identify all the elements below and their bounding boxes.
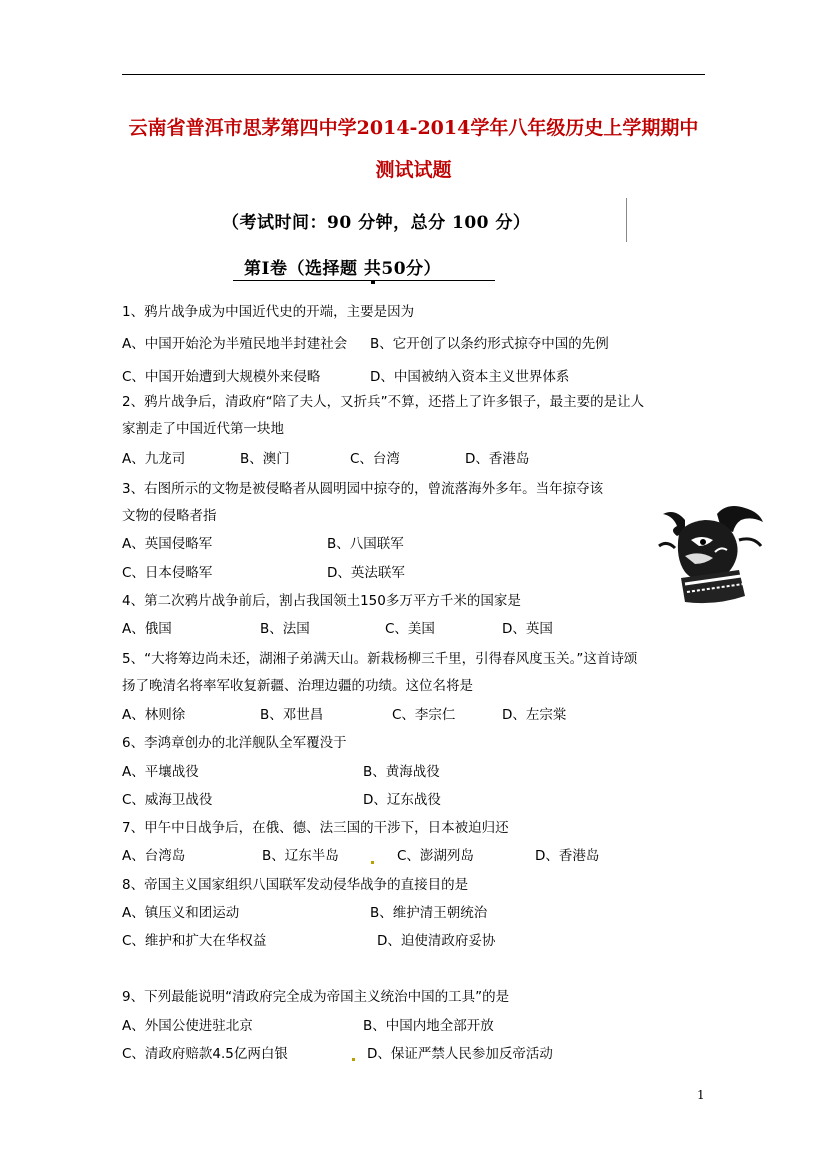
question-1-options-row-1 — [122, 335, 722, 353]
question-9-option-a: A、外国公使进驻北京 — [122, 1018, 253, 1034]
bronze-animal-head-icon — [655, 500, 767, 608]
question-1-option-d: D、中国被纳入资本主义世界体系 — [370, 369, 570, 385]
question-4-option-d: D、英国 — [502, 621, 553, 637]
question-9-option-c: C、清政府赔款4.5亿两白银 — [122, 1046, 288, 1062]
question-8-options-row-1 — [122, 904, 722, 922]
question-4-option-a: A、俄国 — [122, 621, 172, 637]
question-1-stem: 1、鸦片战争成为中国近代史的开端，主要是因为 — [122, 304, 415, 320]
question-6-option-d: D、辽东战役 — [363, 792, 441, 808]
question-7-option-a: A、台湾岛 — [122, 848, 186, 864]
question-8-option-b: B、维护清王朝统治 — [370, 905, 488, 921]
question-6-option-a: A、平壤战役 — [122, 764, 199, 780]
question-3-options-row-1 — [122, 535, 722, 553]
question-2-option-b: B、澳门 — [240, 451, 290, 467]
question-5-option-c: C、李宗仁 — [392, 707, 456, 723]
question-6-option-b: B、黄海战役 — [363, 764, 440, 780]
question-2-option-c: C、台湾 — [350, 451, 400, 467]
question-4-options — [122, 620, 722, 638]
question-1-option-c: C、中国开始遭到大规模外来侵略 — [122, 369, 321, 385]
question-5-stem: 5、“大将筹边尚未还，湖湘子弟满天山。新栽杨柳三千里，引得春风度玉关。”这首诗颂 — [122, 651, 638, 667]
question-5-option-a: A、林则徐 — [122, 707, 186, 723]
question-6-options-row-1 — [122, 763, 722, 781]
page-title: 云南省普洱市思茅第四中学2014-2014学年八年级历史上学期期中 — [128, 117, 699, 139]
page-title-continued: 测试试题 — [375, 159, 452, 181]
question-6-options-row-2 — [122, 791, 722, 809]
question-8-options-row-2 — [122, 932, 722, 950]
question-3-options-row-2 — [122, 564, 722, 582]
scan-dot — [352, 1058, 355, 1061]
question-4-option-c: C、美国 — [385, 621, 435, 637]
question-3-option-b: B、八国联军 — [327, 536, 404, 552]
question-8-option-c: C、维护和扩大在华权益 — [122, 933, 267, 949]
question-5-options — [122, 706, 722, 724]
question-1-option-a: A、中国开始沦为半殖民地半封建社会 — [122, 336, 348, 352]
question-6-option-c: C、威海卫战役 — [122, 792, 213, 808]
part-title: 第Ⅰ卷（选择题 共50分） — [244, 259, 442, 279]
scan-dot — [371, 861, 374, 864]
exam-info: （考试时间：90 分钟，总分 100 分） — [222, 213, 531, 233]
question-9-option-b: B、中国内地全部开放 — [363, 1018, 494, 1034]
question-9-options-row-1 — [122, 1017, 722, 1035]
question-3-option-c: C、日本侵略军 — [122, 565, 213, 581]
question-3-option-a: A、英国侵略军 — [122, 536, 213, 552]
question-4-option-b: B、法国 — [260, 621, 310, 637]
question-9-options-row-2 — [122, 1045, 722, 1063]
question-8-option-a: A、镇压义和团运动 — [122, 905, 240, 921]
scan-dot — [371, 280, 375, 284]
question-6-stem: 6、李鸿章创办的北洋舰队全军覆没于 — [122, 735, 347, 751]
question-2-option-a: A、九龙司 — [122, 451, 186, 467]
question-7-stem: 7、甲午中日战争后，在俄、德、法三国的干涉下，日本被迫归还 — [122, 820, 509, 836]
question-3-option-d: D、英法联军 — [327, 565, 405, 581]
question-5-option-d: D、左宗棠 — [502, 707, 567, 723]
question-5-stem-continued: 扬了晚清名将率军收复新疆、治理边疆的功绩。这位名将是 — [122, 678, 473, 694]
question-2-option-d: D、香港岛 — [465, 451, 530, 467]
question-9-stem: 9、下列最能说明“清政府完全成为帝国主义统治中国的工具”的是 — [122, 989, 510, 1005]
header-rule — [122, 74, 705, 75]
question-7-option-c: C、澎湖列岛 — [397, 848, 474, 864]
part-underline — [233, 280, 495, 281]
question-8-option-d: D、迫使清政府妥协 — [377, 933, 496, 949]
question-7-option-d: D、香港岛 — [535, 848, 600, 864]
scan-mark — [626, 198, 627, 242]
question-7-option-b: B、辽东半岛 — [262, 848, 339, 864]
question-5-option-b: B、邓世昌 — [260, 707, 324, 723]
question-7-options — [122, 847, 722, 865]
question-1-option-b: B、它开创了以条约形式掠夺中国的先例 — [370, 336, 609, 352]
question-2-stem-continued: 家割走了中国近代第一块地 — [122, 421, 284, 437]
question-2-stem: 2、鸦片战争后，清政府“陪了夫人，又折兵”不算，还搭上了许多银子，最主要的是让人 — [122, 394, 645, 410]
question-9-option-d: D、保证严禁人民参加反帝活动 — [367, 1046, 553, 1062]
question-4-stem: 4、第二次鸦片战争前后，割占我国领土150多万平方千米的国家是 — [122, 593, 521, 609]
question-3-stem: 3、右图所示的文物是被侵略者从圆明园中掠夺的，曾流落海外多年。当年掠夺该 — [122, 481, 604, 497]
question-3-stem-continued: 文物的侵略者指 — [122, 508, 217, 524]
question-2-options — [122, 450, 722, 468]
page-number: 1 — [697, 1088, 705, 1102]
question-8-stem: 8、帝国主义国家组织八国联军发动侵华战争的直接目的是 — [122, 877, 469, 893]
question-1-options-row-2 — [122, 368, 722, 386]
